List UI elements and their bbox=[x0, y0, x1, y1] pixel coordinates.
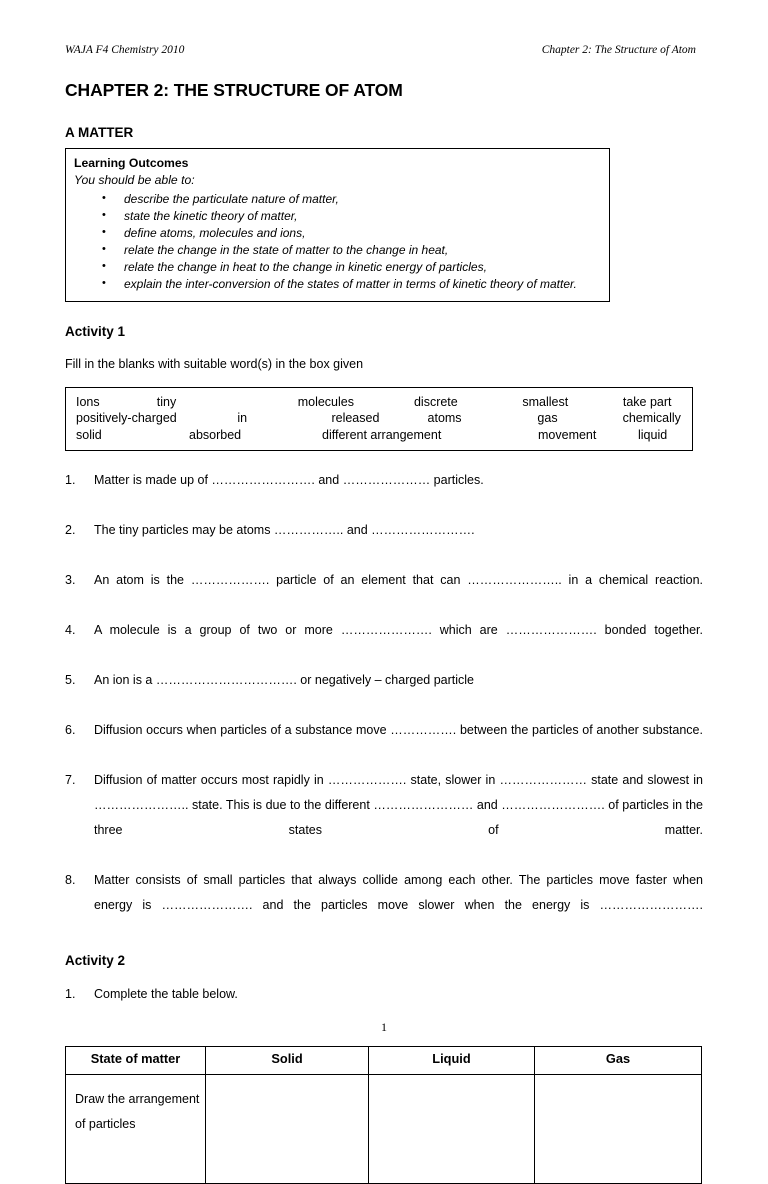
word-bank-word: in bbox=[237, 411, 248, 426]
question-text: Diffusion occurs when particles of a substance move ……………. between the particles of another substance. bbox=[94, 723, 703, 738]
list-item bbox=[74, 242, 601, 259]
activity-2-heading: Activity 2 bbox=[65, 953, 126, 969]
question-text: Matter is made up of ……………………. and ………………… particles. bbox=[94, 473, 484, 488]
running-head bbox=[65, 44, 703, 58]
question-item bbox=[65, 718, 703, 768]
question-text: An atom is the ………………. particle of an element that can ………………….. in a chemical reaction. bbox=[94, 573, 703, 588]
running-head-right: Chapter 2: The Structure of Atom bbox=[541, 44, 696, 56]
table-cell-liquid[interactable] bbox=[369, 1074, 535, 1183]
question-item bbox=[65, 468, 703, 518]
word-bank-word: atoms bbox=[427, 411, 462, 426]
word-bank-word: different arrangement bbox=[322, 427, 442, 442]
question-number: 2. bbox=[65, 523, 76, 538]
states-of-matter-table bbox=[65, 1046, 702, 1184]
bullet-icon: • bbox=[102, 277, 106, 290]
bullet-icon: • bbox=[102, 260, 106, 273]
word-bank-word: discrete bbox=[413, 394, 458, 409]
table-row bbox=[66, 1074, 702, 1183]
question-item bbox=[65, 868, 703, 943]
word-bank-row bbox=[76, 410, 682, 427]
word-bank-word: positively-charged bbox=[76, 411, 177, 426]
list-item bbox=[74, 191, 601, 208]
word-bank-row bbox=[76, 394, 682, 411]
question-number: 7. bbox=[65, 773, 76, 788]
learning-outcomes-title: Learning Outcomes bbox=[74, 155, 189, 170]
question-item bbox=[65, 518, 703, 568]
table-column-header: Liquid bbox=[369, 1046, 535, 1074]
question-text: The tiny particles may be atoms …………….. and ……………………. bbox=[94, 523, 475, 538]
table-cell-solid[interactable] bbox=[206, 1074, 369, 1183]
list-item-label: state the kinetic theory of matter, bbox=[124, 208, 298, 223]
list-item bbox=[74, 276, 601, 293]
learning-outcomes-subtitle: You should be able to: bbox=[74, 173, 195, 188]
list-item-label: relate the change in heat to the change in kinetic energy of particles, bbox=[124, 260, 487, 275]
learning-outcomes-box bbox=[65, 148, 610, 302]
question-text: Diffusion of matter occurs most rapidly in ………………. state, slower in ………………… state and slowest in ………………….. state. This is due to the different …………………… and ……………………. of particles in the three states of matter. bbox=[94, 773, 703, 838]
list-item bbox=[74, 225, 601, 242]
table-column-header: State of matter bbox=[66, 1046, 206, 1074]
question-number: 4. bbox=[65, 623, 76, 638]
list-item-label: define atoms, molecules and ions, bbox=[124, 225, 306, 240]
word-bank-word: take part bbox=[622, 394, 672, 409]
word-bank-word: absorbed bbox=[189, 427, 242, 442]
page-title: CHAPTER 2: THE STRUCTURE OF ATOM bbox=[65, 79, 403, 100]
question-number: 8. bbox=[65, 873, 76, 888]
question-text: An ion is a ……………………………. or negatively – charged particle bbox=[94, 673, 474, 688]
question-number: 1. bbox=[65, 473, 76, 488]
section-heading-matter: A MATTER bbox=[65, 124, 134, 140]
list-item bbox=[74, 259, 601, 276]
word-bank-word: molecules bbox=[297, 394, 354, 409]
running-head-left: WAJA F4 Chemistry 2010 bbox=[65, 44, 185, 56]
page-number-footer: 1 bbox=[381, 1020, 387, 1034]
question-number: 3. bbox=[65, 573, 76, 588]
word-bank-word: smallest bbox=[522, 394, 569, 409]
activity-1-heading: Activity 1 bbox=[65, 324, 126, 340]
question-number: 1. bbox=[65, 986, 76, 1001]
bullet-icon: • bbox=[102, 191, 106, 204]
learning-outcomes-list bbox=[74, 191, 601, 293]
word-bank-word: tiny bbox=[156, 394, 177, 409]
table-cell-gas[interactable] bbox=[535, 1074, 702, 1183]
list-item bbox=[74, 208, 601, 225]
word-bank-row bbox=[76, 427, 682, 444]
question-item bbox=[65, 568, 703, 618]
list-item-label: describe the particulate nature of matter, bbox=[124, 191, 339, 206]
question-number: 6. bbox=[65, 723, 76, 738]
bullet-icon: • bbox=[102, 208, 106, 221]
table-column-header: Solid bbox=[206, 1046, 369, 1074]
table-column-header: Gas bbox=[535, 1046, 702, 1074]
bullet-icon: • bbox=[102, 225, 106, 238]
table-cell-label: Draw the arrangement of particles bbox=[66, 1074, 206, 1183]
word-bank-word: gas bbox=[537, 411, 558, 426]
word-bank-word: liquid bbox=[638, 427, 668, 442]
question-text: A molecule is a group of two or more …………………. which are …………………. bonded together. bbox=[94, 623, 703, 638]
states-of-matter-table-wrap bbox=[65, 1046, 703, 1184]
table-header-row bbox=[66, 1046, 702, 1074]
question-text: Matter consists of small particles that always collide among each other. The particles move faster when energy is …………………. and the particles move slower when the energy is ……………………. bbox=[94, 873, 703, 913]
list-item-label: explain the inter-conversion of the states of matter in terms of kinetic theory of matter. bbox=[124, 277, 577, 292]
question-item bbox=[65, 768, 703, 868]
activity-1-question-list bbox=[65, 468, 703, 943]
list-item-label: relate the change in the state of matter to the change in heat, bbox=[124, 243, 449, 258]
bullet-icon: • bbox=[102, 243, 106, 256]
table-body bbox=[66, 1074, 702, 1183]
activity-1-instruction: Fill in the blanks with suitable word(s) in the box given bbox=[65, 357, 364, 372]
question-item bbox=[65, 618, 703, 668]
word-bank-box bbox=[65, 387, 693, 452]
question-number: 5. bbox=[65, 673, 76, 688]
word-bank-word: movement bbox=[538, 427, 597, 442]
word-bank-word: released bbox=[331, 411, 380, 426]
word-bank-word: chemically bbox=[622, 411, 681, 426]
word-bank-word: solid bbox=[76, 427, 102, 442]
question-item bbox=[65, 668, 703, 718]
word-bank-word: Ions bbox=[76, 394, 100, 409]
question-text: Complete the table below. bbox=[94, 986, 238, 1001]
table-header bbox=[66, 1046, 702, 1074]
